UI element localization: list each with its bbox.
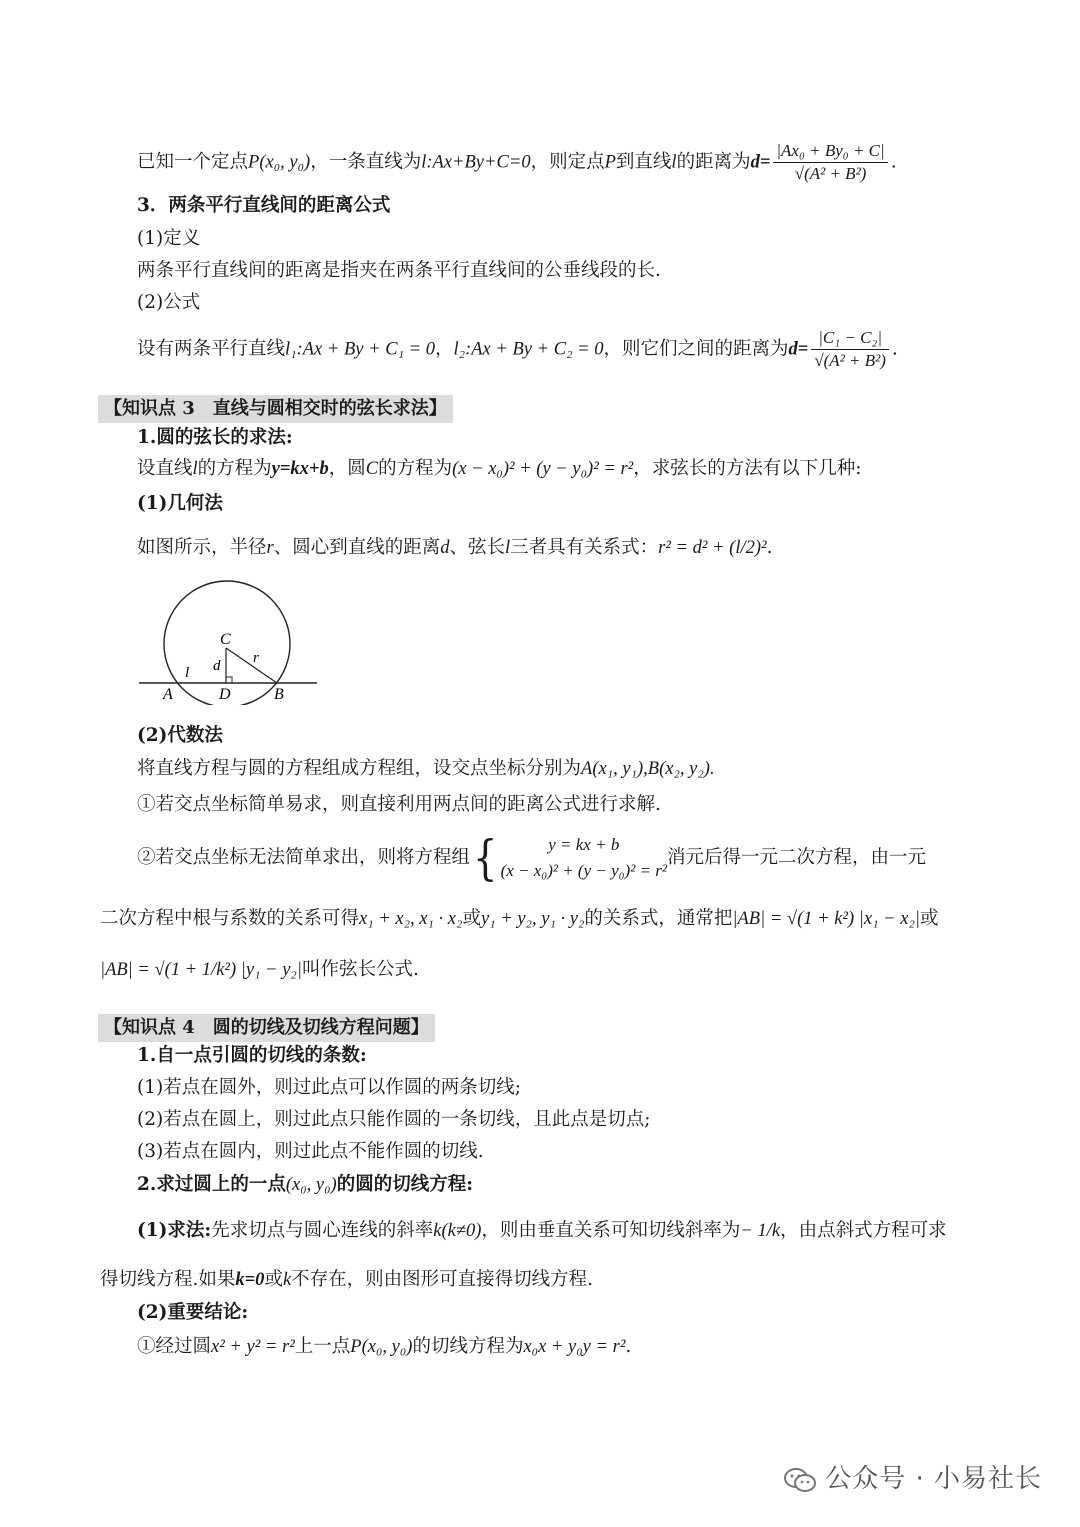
- text: 的方程为: [378, 458, 453, 479]
- line-equation: l:Ax+By+C=0: [421, 152, 531, 173]
- text: 消元后得一元二次方程，由一元: [667, 847, 927, 868]
- kp4-heading: 【知识点 4 圆的切线及切线方程问题】: [98, 1014, 435, 1042]
- section-3-formula-label: (2)公式: [137, 292, 201, 313]
- x-relations: x₁ + x₂, x₁ · x₂: [359, 909, 463, 929]
- text: ，求弦长的方法有以下几种:: [633, 458, 862, 479]
- alg-item-2-cont: [100, 906, 990, 932]
- chord-formula-1: |AB| = √(1 + k²) |x₁ − x₂|: [732, 909, 920, 929]
- text: ，圆: [328, 458, 366, 479]
- section-3-def-label: (1)定义: [137, 228, 201, 249]
- point-p: P(x₀, y₀): [350, 1337, 413, 1357]
- text-prefix: 设有两条平行直线: [137, 338, 286, 360]
- l-var: l: [192, 459, 198, 479]
- d-label: d=: [750, 152, 771, 173]
- c-var: C: [365, 459, 379, 479]
- kp4-item-2: (2)若点在圆上，则过此点只能作圆的一条切线，且此点是切点;: [137, 1109, 651, 1130]
- k-zero: k=0: [235, 1270, 265, 1290]
- text: .: [625, 1336, 632, 1357]
- end-period: .: [890, 151, 897, 173]
- label-C: C: [220, 631, 231, 648]
- watermark-text: 公众号 · 小易社长: [825, 1464, 1042, 1494]
- l-var: l: [505, 538, 511, 558]
- y-relations: y₁ + y₂, y₁ · y₂: [480, 909, 585, 929]
- kp4-item-1: (1)若点在圆外，则过此点可以作圆的两条切线;: [137, 1077, 521, 1098]
- system-rows: [501, 832, 667, 884]
- text: 的圆的切线方程:: [336, 1174, 474, 1195]
- text: 如图所示，半径: [137, 537, 267, 558]
- kp4-method-cont: [100, 1267, 990, 1293]
- geo-formula: r² = d² + (l/2)²: [658, 538, 767, 558]
- parallel-numerator: |C₁ − C₂|: [811, 327, 889, 350]
- system-row-2: (x − x₀)² + (y − y₀)² = r²: [500, 861, 668, 880]
- right-angle-mark: [226, 677, 232, 683]
- point-line-distance-sentence: [137, 140, 990, 183]
- end-period: .: [891, 338, 898, 360]
- kp3-setup-sentence: [137, 456, 990, 482]
- alg-method-label: (2)代数法: [137, 725, 223, 746]
- line-l-ref: l: [671, 152, 677, 173]
- circle-eq: x² + y² = r²: [211, 1337, 295, 1357]
- text: ，由点斜式方程可求: [780, 1220, 947, 1241]
- label-B: B: [274, 686, 284, 703]
- kp4-sub2: [137, 1172, 990, 1198]
- point-coords: (x₀, y₀): [259, 152, 311, 173]
- parallel-distance-sentence: [137, 327, 990, 370]
- text: 上一点: [294, 1336, 351, 1357]
- kp4-item-3: (3)若点在圆内，则过此点不能作圆的切线.: [137, 1141, 484, 1162]
- slope-k: k(k≠0): [433, 1221, 482, 1241]
- kp3-heading: 【知识点 3 直线与圆相交时的弦长求法】: [98, 395, 453, 423]
- geo-method-label: (1)几何法: [137, 493, 223, 514]
- section-3-def-text: 两条平行直线间的距离是指夹在两条平行直线间的公垂线段的长.: [137, 260, 661, 281]
- text-mid: ，则它们之间的距离为: [603, 338, 789, 360]
- text: 、弦长: [449, 537, 505, 558]
- parallel-denominator: √(A² + B²): [814, 351, 886, 370]
- text: 或: [919, 908, 939, 929]
- alg-sentence: [137, 756, 990, 782]
- text: 不存在，则由图形可直接得切线方程.: [291, 1269, 594, 1290]
- kp4-result-label: (2)重要结论:: [137, 1302, 249, 1323]
- chord-circle-diagram: [135, 580, 325, 705]
- section-3-title: 3．两条平行直线间的距离公式: [137, 195, 391, 216]
- line-l1: l₁:Ax + By + C₁ = 0: [285, 339, 435, 360]
- kp4-result: [137, 1334, 990, 1360]
- wechat-watermark: [783, 1458, 1042, 1495]
- text: 叫作弦长公式.: [301, 959, 419, 980]
- text: 二次方程中根与系数的关系可得: [100, 908, 360, 929]
- system-row-1: y = kx + b: [548, 835, 620, 854]
- tangent-slope: − 1/k: [740, 1221, 781, 1241]
- text: 2.求过圆上的一点: [137, 1174, 286, 1195]
- intersection-points: A(x₁, y₁),B(x₂, y₂).: [581, 759, 715, 779]
- d-label: d=: [788, 339, 809, 360]
- radius-cb: [226, 648, 277, 683]
- line-l2: l₂:Ax + By + C₂ = 0: [453, 339, 604, 360]
- method-label: (1)求法:: [137, 1220, 212, 1241]
- point-p: P: [248, 152, 260, 173]
- r-var: r: [266, 538, 274, 558]
- text: 的关系式，通常把: [584, 908, 733, 929]
- kp3-sub1: 1.圆的弦长的求法:: [137, 427, 293, 448]
- label-d: d: [213, 658, 221, 674]
- chord-formula-2: |AB| = √(1 + 1/k²) |y₁ − y₂|: [100, 960, 302, 980]
- text: 的切线方程为: [412, 1336, 524, 1357]
- text-mid4: 的距离为: [676, 151, 751, 173]
- text-mid: ，一条直线为: [310, 151, 422, 173]
- alg-item-2-end: [100, 957, 990, 983]
- text: 先求切点与圆心连线的斜率: [211, 1220, 434, 1241]
- tangent-eq: x₀x + y₀y = r²: [523, 1337, 626, 1357]
- tangent-point: (x₀, y₀): [285, 1175, 337, 1195]
- text: 将直线方程与圆的方程组成方程组，设交点坐标分别为: [137, 758, 582, 779]
- text: 的方程为: [197, 458, 272, 479]
- distance-numerator: |Ax₀ + By₀ + C|: [773, 140, 887, 163]
- text: 得切线方程.如果: [100, 1269, 236, 1290]
- kp4-sub1: 1.自一点引圆的切线的条数:: [137, 1045, 367, 1066]
- comma: ，: [435, 338, 454, 360]
- text-mid2: ，则定点: [530, 151, 605, 173]
- distance-fraction: [773, 140, 887, 185]
- text: 或: [462, 908, 481, 929]
- text: ，则由垂直关系可知切线斜率为: [481, 1220, 741, 1241]
- label-l: l: [185, 665, 190, 681]
- text-prefix: 已知一个定点: [137, 151, 249, 173]
- k-var: k: [282, 1270, 292, 1290]
- text: 或: [264, 1269, 283, 1290]
- label-A: A: [163, 686, 173, 703]
- kp4-method: [137, 1218, 990, 1244]
- label-D: D: [219, 686, 231, 703]
- text: ①经过圆: [137, 1336, 212, 1357]
- left-brace: {: [473, 830, 498, 886]
- point-p-ref: P: [604, 152, 616, 173]
- wechat-icon: [783, 1467, 817, 1493]
- text-mid3: 到直线: [615, 151, 672, 173]
- text: 三者具有关系式：: [510, 537, 659, 558]
- alg-item-2: [137, 830, 990, 886]
- d-var: d: [440, 538, 450, 558]
- text: .: [766, 537, 773, 558]
- equation-system: [470, 830, 667, 886]
- parallel-fraction: [811, 327, 889, 372]
- alg-item-1: ①若交点坐标简单易求，则直接利用两点间的距离公式进行求解.: [137, 794, 661, 815]
- distance-denominator: √(A² + B²): [794, 164, 867, 183]
- text: 设直线: [137, 458, 193, 479]
- line-eq: y=kx+b: [271, 459, 329, 479]
- geo-method-sentence: [137, 535, 990, 561]
- text: ②若交点坐标无法简单求出，则将方程组: [137, 847, 471, 868]
- text: 、圆心到直线的距离: [273, 537, 441, 558]
- circle-eq: (x − x₀)² + (y − y₀)² = r²: [452, 459, 634, 479]
- label-r: r: [253, 650, 259, 666]
